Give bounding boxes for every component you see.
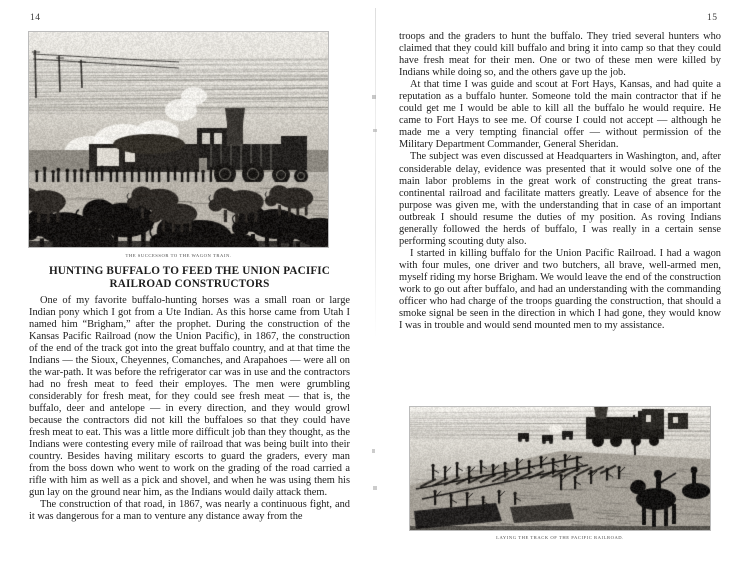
paragraph: One of my favorite buffalo-hunting horses was a small roan or large Indian pony which I got from a Ute Indian. As this horse came from Utah I named him “Brigham,” after the prophet. During the construction of the Kansas Pacific Railroad (now the Union Pacific), in 1867, the construction of the end of the track got into the great buffalo country, and at that time the Indians — the Sioux, Cheyennes, Comanches, and Arapahoes — were all on the war-path. It was before the refrigerator car was in use and the contractors had no fresh meat to feed their employes. The men were grumbling considerably for fresh meat, for they could see fresh meat — that is, the buffalo, deer and antelope — in every direction, and they would growl because the contractors did not kill the buffaloes so that they could have fresh meat to eat. This was a little more difficult job than they thought, as the Indians were contesting every mile of railroad that was being built into their country. Besides having military escorts to guard the graders, every man from the boss down who went to work on the grading of the road carried a rifle with him as well as a pick and shovel, and when he was using them his gun lay on the ground near him, as the Indians would daily attack them. bbox=[29, 294, 350, 499]
illustration-caption-left: THE SUCCESSOR TO THE WAGON TRAIN. bbox=[125, 253, 232, 258]
book-gutter-shadow bbox=[375, 8, 376, 338]
right-page-text-column bbox=[399, 31, 721, 332]
paragraph: troops and the graders to hunt the buffalo. They tried several hunters who claimed that they could kill buffalo and bring it into camp so that they could have fresh meat for their men. One or two of these men were killed by Indians while doing so, and the others gave up the job. bbox=[399, 31, 721, 79]
scan-speck bbox=[373, 129, 377, 132]
page-number-left: 14 bbox=[30, 13, 41, 23]
paragraph: I started in killing buffalo for the Union Pacific Railroad. I had a wagon with four mules, one driver and two butchers, all brave, well-armed men, myself riding my horse Brigham. We would leave the end of the construction work to go out after buffalo, and had an understanding with the commanding officer who had charge of the troops guarding the construction, that should a smoke signal be seen in the direction in which I had gone, they would know I was in trouble and would send mounted men to my assistance. bbox=[399, 247, 721, 332]
article-heading: HUNTING BUFFALO TO FEED THE UNION PACIFIC RAILROAD CONSTRUCTORS bbox=[48, 265, 331, 291]
scan-speck bbox=[372, 95, 376, 99]
illustration-successor-to-the-wagon-train bbox=[29, 32, 328, 247]
paragraph: At that time I was guide and scout at Fort Hays, Kansas, and had quite a reputation as a buffalo hunter. Someone told the main contractor that if he could get me I would be able to kill all the buffalo he would require. He came to Fort Hays to see me. Of course I could not accept — although he made me a very tempting financial offer — without permission of the Military Department Commander, General Sheridan. bbox=[399, 79, 721, 151]
left-page-text-column bbox=[29, 265, 350, 523]
page-number-right: 15 bbox=[707, 13, 718, 23]
illustration-laying-the-track-of-the-pacific-railroad bbox=[410, 407, 710, 530]
illustration-caption-right: LAYING THE TRACK OF THE PACIFIC RAILROAD. bbox=[496, 535, 624, 540]
paragraph: The subject was even discussed at Headquarters in Washington, and, after considerable delay, evidence was presented that it would solve one of the main labor problems in the great work of constructing the great trans-continental railroad and facilitate matters greatly. Leave of absence for the purpose was given me, with the understanding that in case of an important outbreak I should resume the duties of my position. As roving Indians generally followed the herds of buffalo, I was really in a certain sense performing scouting duty also. bbox=[399, 151, 721, 247]
paragraph: The construction of that road, in 1867, was nearly a continuous fight, and it was dangerous for a man to venture any distance away from the bbox=[29, 499, 350, 523]
scan-speck bbox=[373, 486, 377, 490]
scan-speck bbox=[372, 449, 375, 453]
